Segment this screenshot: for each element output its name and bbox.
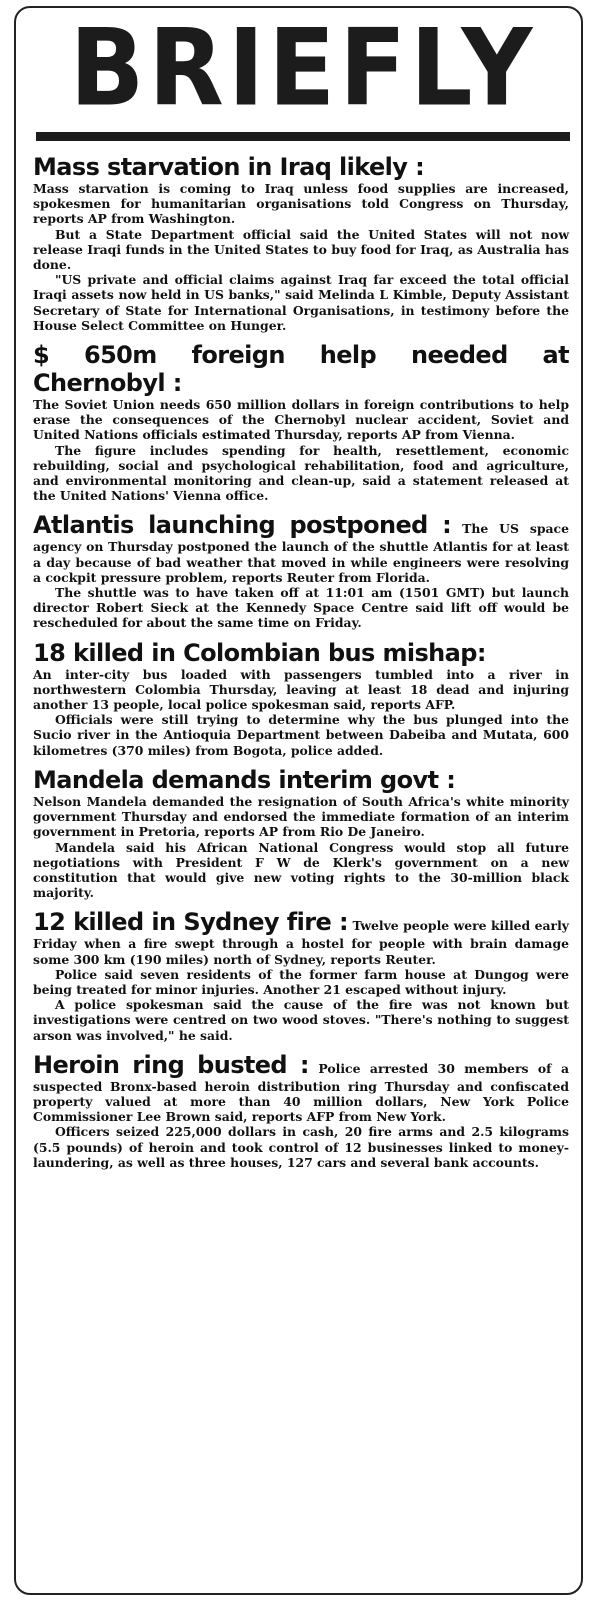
paragraph: Police said seven residents of the former farm house at Dungog were being treated for minor injuries. Another 21 escaped without injury.	[33, 966, 569, 997]
story-colombia	[33, 639, 569, 758]
paragraph: "US private and official claims against Iraq far exceed the total official Iraqi assets now held in US banks," said Melinda L Kimble, Deputy Assistant Secretary of State for International Organisations, in testimony before the House Select Committee on Hunger.	[33, 272, 569, 333]
story-lead	[33, 511, 569, 585]
paragraph: A police spokesman said the cause of the fire was not known but investigations were centred on two wood stoves. "There's nothing to suggest arson was involved," he said.	[33, 997, 569, 1043]
story-mandela	[33, 766, 569, 900]
story-heroin	[33, 1051, 569, 1170]
paragraph: The US space agency on Thursday postponed the launch of the shuttle Atlantis for at least a day because of bad weather that moved in while engineers were resolving a cockpit pressure problem, reports Reuter from Florida.	[33, 521, 569, 585]
paragraph: Officers seized 225,000 dollars in cash, 20 fire arms and 2.5 kilograms (5.5 pounds) of heroin and took control of 12 businesses linked to money-laundering, as well as three houses, 127 cars and several bank accounts.	[33, 1124, 569, 1170]
story-atlantis	[33, 511, 569, 630]
headline: 18 killed in Colombian bus mishap:	[33, 638, 486, 667]
headline: Heroin ring busted :	[33, 1050, 309, 1079]
news-briefs	[33, 153, 569, 1178]
paragraph: The shuttle was to have taken off at 11:01 am (1501 GMT) but launch director Robert Sieck at the Kennedy Space Centre said lift off would be rescheduled for about the same time on Friday.	[33, 585, 569, 631]
story-lead	[33, 153, 569, 227]
story-lead	[33, 639, 569, 713]
headline: Mandela demands interim govt :	[33, 765, 456, 794]
paragraph: The Soviet Union needs 650 million dollars in foreign contributions to help erase the consequences of the Chernobyl nuclear accident, Soviet and United Nations officials estimated Thursday, reports AP from Vienna.	[33, 397, 569, 443]
story-lead	[33, 341, 569, 443]
paragraph: Officials were still trying to determine why the bus plunged into the Sucio river in the Antioquia Department between Dabeiba and Mutata, 600 kilometres (370 miles) from Bogota, police added.	[33, 712, 569, 758]
headline: $ 650m foreign help needed at Chernobyl :	[33, 341, 569, 398]
paragraph: Nelson Mandela demanded the resignation of South Africa's white minority government Thursday and endorsed the immediate formation of an interim government in Pretoria, reports AP from Rio De Janeiro.	[33, 793, 569, 840]
story-lead	[33, 766, 569, 840]
paragraph: Twelve people were killed early Friday when a fire swept through a hostel for people with brain damage some 300 km (190 miles) north of Sydney, reports Reuter.	[33, 918, 569, 967]
story-chernobyl	[33, 341, 569, 503]
headline: Mass starvation in Iraq likely :	[33, 153, 425, 181]
paragraph: Mandela said his African National Congress would stop all future negotiations with President F W de Klerk's government on a new constitution that would give new voting rights to the 30-million black majority.	[33, 839, 569, 901]
masthead-rule	[36, 132, 570, 141]
paragraph: The figure includes spending for health, resettlement, economic rebuilding, social and psychological rehabilitation, food and agriculture, and environmental monitoring and clean-up, said a statement released at the United Nations' Vienna office.	[33, 442, 569, 504]
page-frame	[14, 6, 583, 1595]
story-iraq	[33, 153, 569, 333]
masthead	[36, 7, 570, 131]
masthead-title: BRIEFLY	[69, 7, 537, 131]
story-sydney	[33, 908, 569, 1042]
paragraph: An inter-city bus loaded with passengers tumbled into a river in northwestern Colombia Thursday, leaving at least 18 dead and injuring another 13 people, local police spokesman said, reports AFP.	[33, 666, 569, 713]
paragraph: Police arrested 30 members of a suspected Bronx-based heroin distribution ring Thursday and confiscated property valued at more than 40 million dollars, New York Police Commissioner Lee Brown said, reports AFP from New York.	[33, 1060, 569, 1125]
paragraph: Mass starvation is coming to Iraq unless food supplies are increased, spokesmen for humanitarian organisations told Congress on Thursday, reports AP from Washington.	[33, 181, 569, 227]
headline: Atlantis launching postponed :	[33, 511, 452, 540]
story-lead	[33, 908, 569, 966]
paragraph: But a State Department official said the United States will not now release Iraqi funds in the United States to buy food for Iraq, as Australia has done.	[33, 226, 569, 273]
headline: 12 killed in Sydney fire :	[33, 908, 349, 937]
story-lead	[33, 1051, 569, 1125]
